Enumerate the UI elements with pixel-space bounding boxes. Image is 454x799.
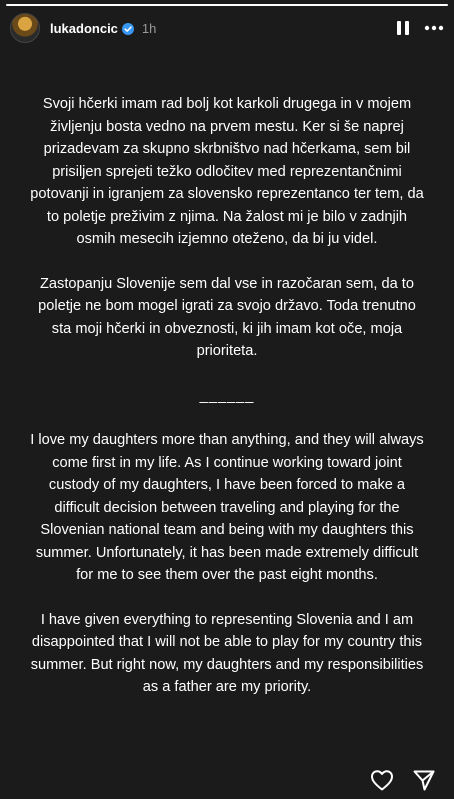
paragraph-english-1: I love my daughters more than anything, and they will always come first in my life. As I continue working toward joint custody of my daughters, I have been forced to make a difficult decision between traveling and playing for the Slovenian national team and being with my daughters this summer. Unfortunately, it has been made extremely difficult for me to see them over the past eight months. xyxy=(30,432,424,583)
story-progress-fill xyxy=(6,4,448,6)
story-header xyxy=(10,13,444,43)
paragraph-slovenian-2: Zastopanju Slovenije sem dal vse in razočaran sem, da to poletje ne bom mogel igrati za svojo državo. Toda trenutno sta moji hčerki in obveznosti, ki jih imam kot oče, moja prioriteta. xyxy=(38,275,416,359)
story-footer xyxy=(370,769,436,791)
header-controls xyxy=(396,20,444,36)
divider-line: ______ xyxy=(199,387,255,404)
username[interactable]: lukadoncic xyxy=(50,20,118,36)
pause-icon[interactable] xyxy=(396,20,410,36)
story-text-block xyxy=(30,93,424,699)
paragraph-slovenian-1: Svoji hčerki imam rad bolj kot karkoli drugega in v mojem življenju bosta vedno na prvem mestu. Ker si še naprej prizadevam za skupno skrbništvo nad hčerkama, sem bil prisiljen sprejeti težko odločitev med reprezentančnimi potovanji in igranjem za slovensko reprezentanco ter tem, da to poletje preživim z njima. Na žalost mi je bilo v zadnjih osmih mesecih izjemno oteženo, da bi ju videl. xyxy=(30,96,424,247)
avatar[interactable] xyxy=(10,13,40,43)
story-progress-bar xyxy=(6,4,448,6)
post-time: 1h xyxy=(141,20,157,36)
heart-icon[interactable] xyxy=(370,769,394,791)
story-progress-segment xyxy=(6,4,448,6)
more-options-icon[interactable] xyxy=(424,25,444,31)
paragraph-english-2: I have given everything to representing Slovenia and I am disappointed that I will not be able to play for my country this summer. But right now, my daughters and my responsibilities as a father are my priority. xyxy=(30,611,424,695)
send-icon[interactable] xyxy=(412,769,436,791)
verified-badge-icon xyxy=(122,22,134,34)
